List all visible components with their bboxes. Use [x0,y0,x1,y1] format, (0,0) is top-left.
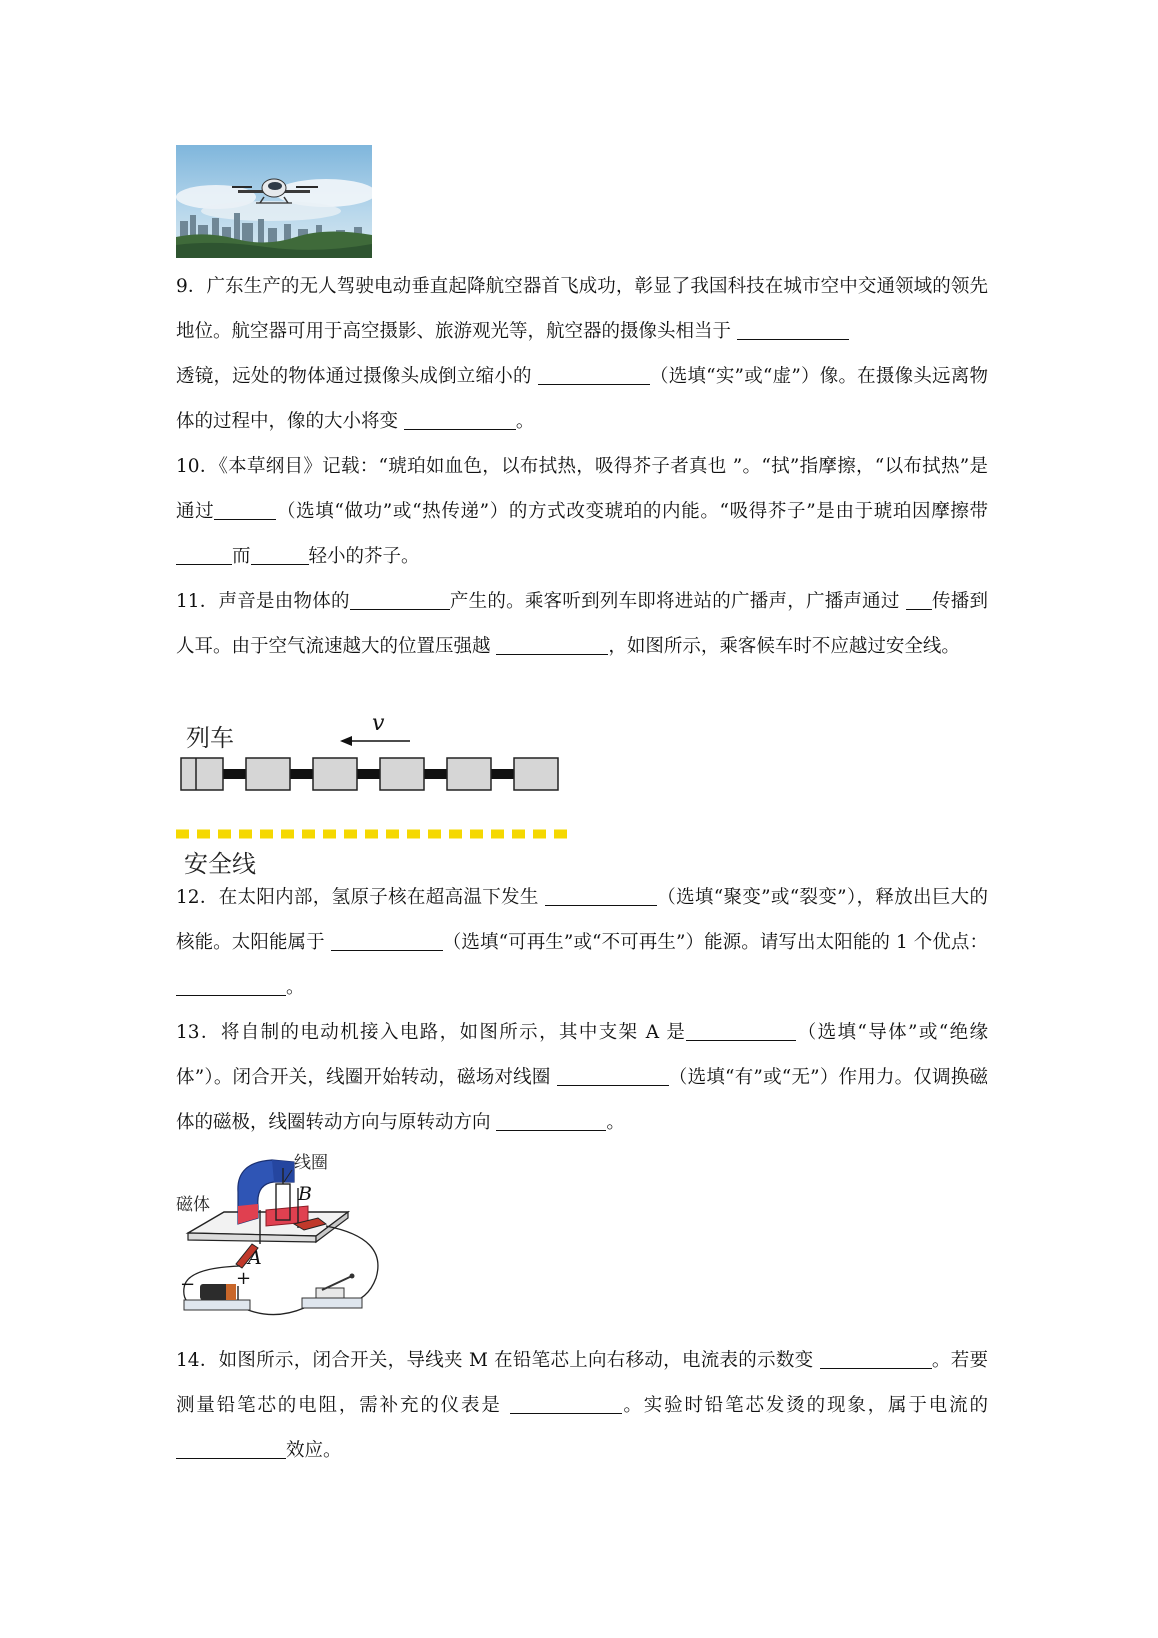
answer-blank[interactable] [331,930,443,951]
minus-label: − [180,1274,196,1295]
velocity-arrow-icon [340,736,410,746]
label-b: B [298,1183,312,1205]
answer-blank[interactable] [214,499,276,520]
motor-circuit-figure [176,1148,406,1318]
answer-blank[interactable] [820,1348,932,1369]
answer-blank[interactable] [538,364,650,385]
answer-blank[interactable] [176,544,232,565]
switch-icon [302,1274,362,1309]
answer-blank[interactable] [350,589,450,610]
train-figure [176,708,596,878]
velocity-label: v [372,711,385,736]
answer-blank[interactable] [737,319,849,340]
answer-blank[interactable] [557,1065,669,1086]
answer-blank[interactable] [176,975,286,996]
answer-blank[interactable] [404,409,516,430]
answer-blank[interactable] [510,1393,622,1414]
question-11: 11．声音是由物体的 产生的。乘客听到列车即将进站的广播声，广播声通过 传播到人耳。由于空气流速越大的位置压强越 ，如图所示，乘客候车时不应越过安全线。 [176,591,988,657]
coil-label: 线圈 [294,1153,328,1173]
question-9: 9．广东生产的无人驾驶电动垂直起降航空器首飞成功，彰显了我国科技在城市空中交通领域的领先地位。航空器可用于高空摄影、旅游观光等，航空器的摄像头相当于 透镜，远处的物体通过摄像头成倒立缩小的 （选填“实”或“虚”）像。在摄像头远离物体的过程中，像的大小将变 。 [176,276,988,432]
answer-blank[interactable] [176,1438,286,1459]
answer-blank[interactable] [251,544,309,565]
question-12: 12．在太阳内部，氢原子核在超高温下发生 （选填“聚变”或“裂变”），释放出巨大的核能。太阳能属于 （选填“可再生”或“不可再生”）能源。请写出太阳能的 1 个优点：。 [176,887,988,998]
answer-blank[interactable] [496,1110,606,1131]
question-13: 13．将自制的电动机接入电路，如图所示，其中支架 A 是 （选填“导体”或“绝缘体”）。闭合开关，线圈开始转动，磁场对线圈 （选填“有”或“无”）作用力。仅调换磁体的磁极，线圈转动方向与原转动方向 。 [176,1022,988,1133]
question-14: 14．如图所示，闭合开关，导线夹 M 在铅笔芯上向右移动，电流表的示数变 。若要测量铅笔芯的电阻，需补充的仪表是 。实验时铅笔芯发烫的现象，属于电流的效应。 [176,1350,988,1461]
magnet-label: 磁体 [176,1195,210,1215]
safety-line-label: 安全线 [184,850,256,878]
answer-blank[interactable] [906,589,932,610]
answer-blank[interactable] [686,1020,796,1041]
aircraft-photo [176,145,372,258]
answer-blank[interactable] [545,885,657,906]
plus-label: + [236,1268,252,1289]
answer-blank[interactable] [496,634,608,655]
question-10: 10．《本草纲目》记载：“琥珀如血色，以布拭热，吸得芥子者真也 ”。“拭”指摩擦，“以布拭热”是通过 （选填“做功”或“热传递”）的方式改变琥珀的内能。“吸得芥子”是由于琥珀因摩擦带 而 轻小的芥子。 [176,456,988,567]
label-a: A [248,1247,262,1269]
train-label: 列车 [186,724,234,752]
